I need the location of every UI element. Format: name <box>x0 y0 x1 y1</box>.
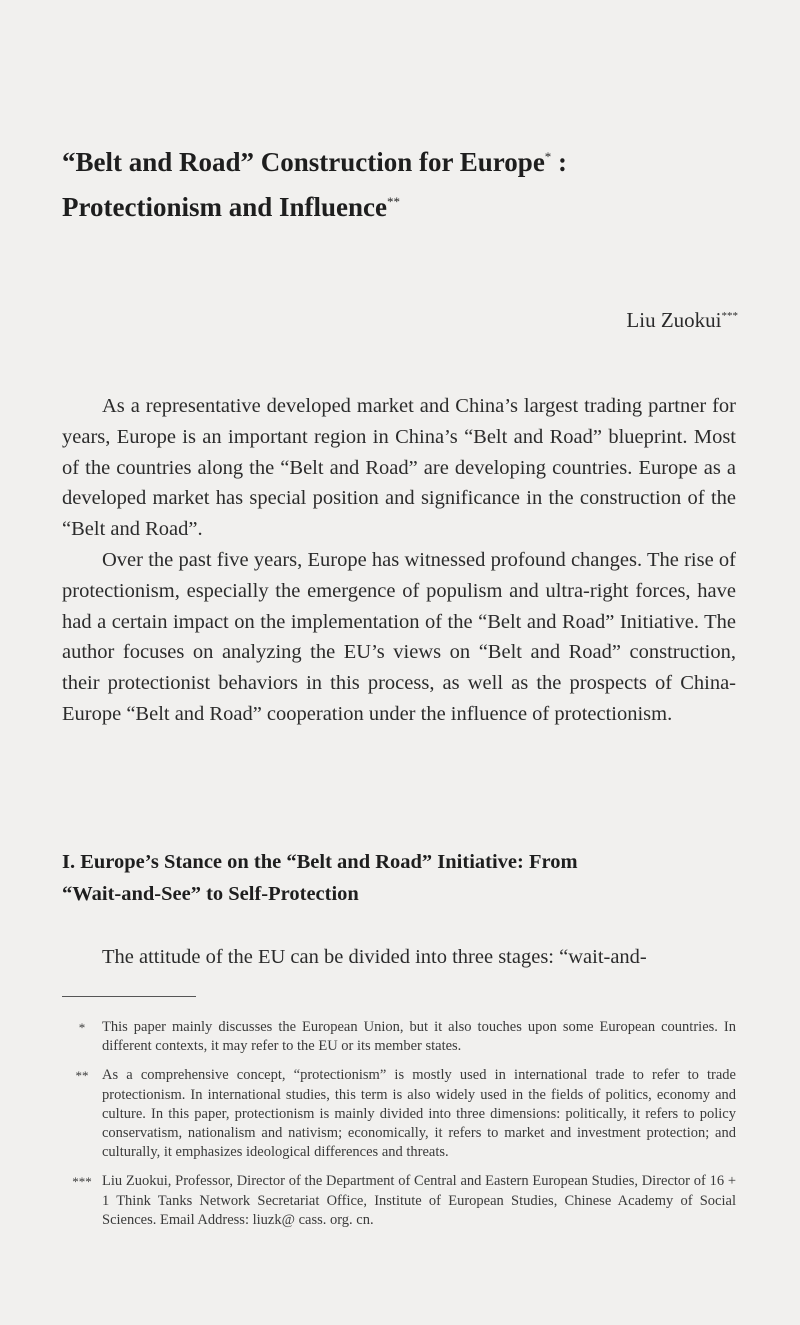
body-paragraph: Over the past five years, Europe has witnessed profound changes. The rise of protectionism, especially the emergence of populism and ultra-right forces, have had a certain impact on the implementation of the “Belt and Road” Initiative. The author focuses on analyzing the EU’s views on “Belt and Road” construction, their protectionist behaviors in this process, as well as the prospects of China-Europe “Belt and Road” cooperation under the influence of protectionism. <box>62 548 736 725</box>
section-heading: I. Europe’s Stance on the “Belt and Road” Initiative: From “Wait-and-See” to Self-Protection <box>62 851 578 905</box>
title-line-2: Protectionism and Influence** <box>62 192 400 222</box>
footnote-mark: *** <box>721 310 738 322</box>
article-body <box>62 391 736 730</box>
footnote-mark: ** <box>387 194 400 209</box>
body-paragraph: As a representative developed market and China’s largest trading partner for years, Europe is an important region in China’s “Belt and Road” blueprint. Most of the countries along the “Belt and Road” are developing countries. Europe as a developed market has special position and significance in the construction of the “Belt and Road”. <box>62 395 736 541</box>
footnote-mark: * <box>544 149 552 164</box>
footnote <box>62 1172 736 1230</box>
footnote-mark: ** <box>75 1068 89 1084</box>
footnote <box>62 1066 736 1162</box>
footnotes <box>62 1018 736 1240</box>
title-line-1: “Belt and Road” Construction for Europe* : <box>62 147 568 177</box>
footnote-text: This paper mainly discusses the European Union, but it also touches upon some European countries. In different contexts, it may refer to the EU or its member states. <box>102 1019 736 1055</box>
section-paragraph: The attitude of the EU can be divided into three stages: “wait-and- <box>102 946 647 968</box>
footnote-text: As a comprehensive concept, “protectionism” is mostly used in international trade to refer to trade protectionism. In international studies, this term is also widely used in the fields of politics, economy and culture. In this paper, protectionism is mainly divided into three dimensions: politically, it refers to policy conservatism, nationalism and nativism; economically, it refers to market and investment protection; and culturally, it emphasizes ideological differences and threats. <box>102 1067 736 1161</box>
footnote-divider <box>62 996 196 997</box>
footnote-text: Liu Zuokui, Professor, Director of the Department of Central and Eastern European Studies, Director of 16 + 1 Think Tanks Network Secretariat Office, Institute of European Studies, Chinese Academy of Social Sciences. Email Address: liuzk@ cass. org. cn. <box>102 1173 736 1228</box>
author-name: Liu Zuokui*** <box>626 308 738 332</box>
footnote-mark: *** <box>72 1174 92 1190</box>
footnote-mark: * <box>78 1020 86 1035</box>
footnote <box>62 1018 736 1056</box>
article-title <box>62 140 752 230</box>
